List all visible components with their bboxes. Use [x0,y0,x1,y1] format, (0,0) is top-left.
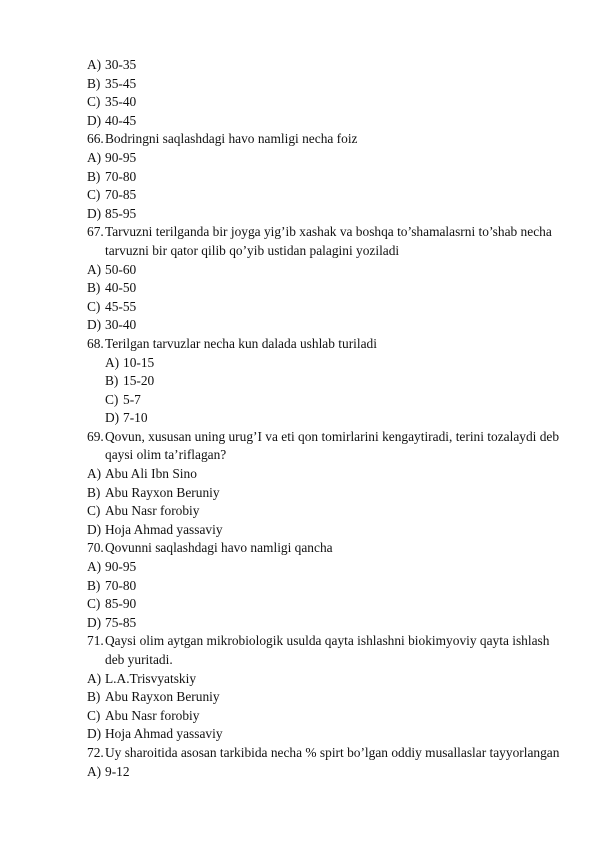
option-text: 70-80 [105,168,137,184]
option-label: D) [87,521,102,537]
option-text: Hoja Ahmad yassaviy [105,726,223,742]
answer-option [87,614,595,633]
option-label: A) [87,559,102,575]
option-text: 5-7 [123,391,141,407]
question-text: Qaysi olim aytgan mikrobiologik usulda qayta ishlashni biokimyoviy qayta ishlash [105,633,550,649]
answer-option [87,484,595,503]
answer-option [87,372,595,391]
option-text: 40-50 [105,280,137,296]
question-number: 68. [87,335,104,351]
question [87,130,595,149]
option-label: B) [87,577,101,593]
option-label: B) [87,75,101,91]
option-label: D) [87,614,102,630]
option-text: 90-95 [105,559,137,575]
option-label: D) [87,205,102,221]
answer-option [87,521,595,540]
option-text: 70-85 [105,187,137,203]
option-text: Abu Ali Ibn Sino [105,466,197,482]
option-text: Abu Nasr forobiy [105,707,200,723]
answer-option [87,391,595,410]
option-text: 9-12 [105,763,130,779]
answer-option [87,354,595,373]
option-label: B) [87,280,101,296]
option-text: 50-60 [105,261,137,277]
option-label: C) [87,503,101,519]
option-text: 10-15 [123,354,155,370]
answer-option [87,688,595,707]
answer-option [87,725,595,744]
option-text: 70-80 [105,577,137,593]
option-label: C) [105,391,119,407]
answer-option [87,186,595,205]
option-text: 7-10 [123,410,148,426]
answer-option [87,595,595,614]
option-label: D) [87,317,102,333]
question [87,744,595,763]
option-label: A) [87,57,102,72]
option-label: D) [87,112,102,128]
option-label: A) [87,149,102,165]
question-number: 72. [87,744,104,760]
option-text: Abu Nasr forobiy [105,503,200,519]
answer-option [87,149,595,168]
answer-option [87,75,595,94]
answer-option [87,168,595,187]
answer-option [87,465,595,484]
option-label: C) [87,707,101,723]
option-label: A) [87,261,102,277]
question-text: Uy sharoitida asosan tarkibida necha % spirt bo’lgan oddiy musallaslar tayyorlangan [105,744,560,760]
option-text: 85-90 [105,596,137,612]
option-text: 30-40 [105,317,137,333]
option-label: B) [87,689,101,705]
option-text: Hoja Ahmad yassaviy [105,521,223,537]
answer-option [87,707,595,726]
option-text: 40-45 [105,112,137,128]
option-text: 90-95 [105,149,137,165]
answer-option [87,93,595,112]
question-text: Terilgan tarvuzlar necha kun dalada ushlab turiladi [105,335,377,351]
option-label: C) [87,94,101,110]
option-label: B) [87,168,101,184]
question-number: 69. [87,428,104,444]
option-text: 35-45 [105,75,137,91]
option-label: C) [87,298,101,314]
option-label: B) [105,373,119,389]
option-label: D) [105,410,120,426]
option-text: 75-85 [105,614,137,630]
question-text-continued: tarvuzni bir qator qilib qo’yib ustidan palagini yoziladi [105,242,400,258]
question-text: Bodringni saqlashdagi havo namligi necha foiz [105,131,358,147]
option-text: L.A.Trisvyatskiy [105,670,197,686]
option-label: A) [87,670,102,686]
question-text-continued: deb yuritadi. [105,652,173,667]
question [87,539,595,558]
answer-option [87,316,595,335]
question-text: Tarvuzni terilganda bir joyga yig’ib xashak va boshqa to’shamalasrni to’shab necha [105,224,552,240]
option-label: D) [87,726,102,742]
option-label: B) [87,484,101,500]
answer-option [87,56,595,75]
option-label: A) [87,763,102,779]
answer-option [87,502,595,521]
option-text: Abu Rayxon Beruniy [105,484,220,500]
question [87,223,595,260]
option-text: 85-95 [105,205,137,221]
option-label: A) [105,354,120,370]
answer-option [87,205,595,224]
answer-option [87,763,595,782]
option-text: 45-55 [105,298,137,314]
answer-option [87,558,595,577]
answer-option [87,577,595,596]
option-text: 30-35 [105,57,137,72]
question [87,632,595,669]
question-number: 66. [87,131,104,147]
question [87,428,595,465]
question-number: 71. [87,633,104,649]
answer-option [87,409,595,428]
question-number: 70. [87,540,104,556]
answer-option [87,261,595,280]
document-page [87,56,595,781]
question-text-continued: qaysi olim ta’riflagan? [105,447,227,463]
option-text: 35-40 [105,94,137,110]
answer-option [87,670,595,689]
option-text: 15-20 [123,373,155,389]
option-text: Abu Rayxon Beruniy [105,689,220,705]
option-label: C) [87,596,101,612]
option-label: A) [87,466,102,482]
question [87,335,595,354]
question-text: Qovun, xususan uning urug’I va eti qon tomirlarini kengaytiradi, terini tozalaydi deb [105,428,560,444]
answer-option [87,279,595,298]
question-text: Qovunni saqlashdagi havo namligi qancha [105,540,333,556]
answer-option [87,298,595,317]
option-label: C) [87,187,101,203]
question-number: 67. [87,224,104,240]
answer-option [87,112,595,131]
